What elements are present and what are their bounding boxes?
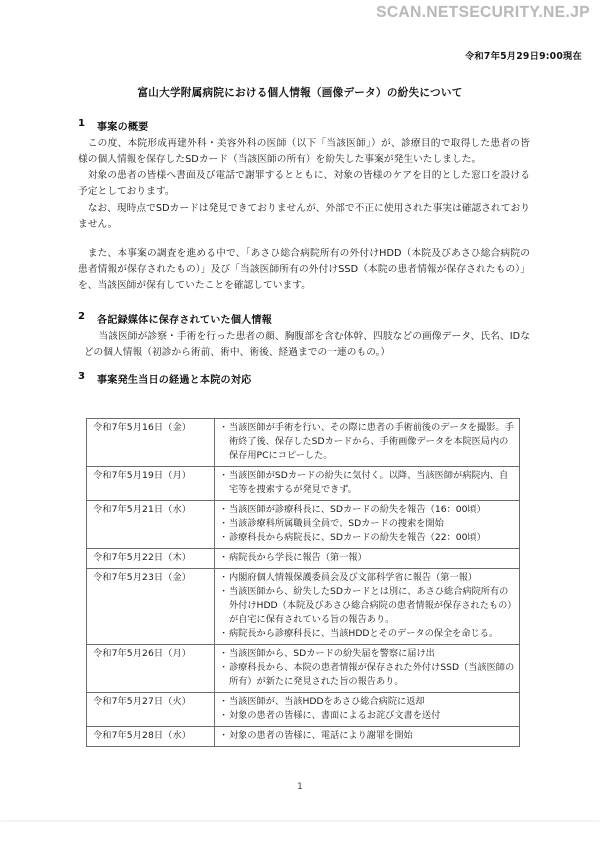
list-item: ・ 病院長から学長に報告（第一報） <box>220 551 515 565</box>
table-row <box>87 726 520 746</box>
table-row <box>87 644 520 692</box>
timeline-date: 令和7年5月16日（金） <box>87 419 215 467</box>
timeline-events <box>215 568 520 644</box>
paragraph-spacer <box>78 233 530 246</box>
table-row <box>87 466 520 500</box>
section-title-1: 事案の概要 <box>97 122 149 133</box>
section-2-paragraph-1: 当該医師が診察・手術を行った患者の顔、胸腹部を含む体幹、四肢などの画像データ、氏名、IDなどの個人情報（初診から術前、術中、術後、経過までの一連のもの。） <box>83 331 530 359</box>
list-item: ・ 当該医師が手術を行い、その際に患者の手術前後のデータを撮影。手術終了後、保存したSDカードから、手術画像データを本院医局内の保存用PCにコピーした。 <box>220 421 515 463</box>
timeline-events <box>215 692 520 726</box>
section-1-paragraph-2: 対象の患者の皆様へ書面及び電話で謝罪するとともに、対象の皆様のケアを目的とした窓口を設ける予定としております。 <box>78 170 530 198</box>
list-item: ・ 当該医師から、紛失したSDカードとは別に、あさひ総合病院所有の外付けHDD（本院及びあさひ総合病院の患者情報が保存されたもの）が自宅に保有されている旨の報告あり。 <box>220 585 515 627</box>
timeline-events <box>215 548 520 568</box>
timeline-date: 令和7年5月26日（月） <box>87 644 215 692</box>
timeline-event-list <box>220 571 515 641</box>
section-title-2: 各記録媒体に保存されていた個人情報 <box>97 315 272 327</box>
section-1-paragraph-3: なお、現時点でSDカードは発見できておりませんが、外部で不正に使用された事実は確認されておりません。 <box>78 202 530 230</box>
timeline-table <box>86 418 520 747</box>
table-row <box>87 548 520 568</box>
section-number-2: 2 <box>78 311 86 323</box>
timeline-event-list <box>220 551 515 565</box>
timeline-event-list <box>220 421 515 463</box>
section-title-3: 事案発生当日の経過と本院の対応 <box>97 374 252 386</box>
section-heading-3 <box>78 371 530 386</box>
document-date-line: 令和7年5月29日9:00現在 <box>464 51 582 62</box>
list-item: ・ 当該医師が診療科長に、SDカードの紛失を報告（16：00頃） <box>220 503 515 517</box>
timeline-event-list <box>220 469 515 497</box>
section-number-3: 3 <box>78 370 86 382</box>
document-body <box>78 118 530 389</box>
section-1-paragraph-4: また、本事案の調査を進める中で、「あさひ総合病院所有の外付けHDD（本院及びあさひ総合病院の患者情報が保存されたもの）」及び「当該医師所有の外付けSSD（本院の患者情報が保存されたもの）」を、当該医師が保有していたことを確認しています。 <box>78 248 530 291</box>
section-heading-1 <box>78 118 530 133</box>
timeline-events <box>215 466 520 500</box>
table-row <box>87 419 520 467</box>
page-number: 1 <box>297 782 303 792</box>
timeline-date: 令和7年5月22日（木） <box>87 548 215 568</box>
section-1-paragraph-1: この度、本院形成再建外科・美容外科の医師（以下「当該医師」）が、診療目的で取得した患者の皆様の個人情報を保存したSDカード（当該医師の所有）を紛失した事案が発生いたしました。 <box>78 138 530 165</box>
section-heading-2 <box>78 311 530 326</box>
timeline-date: 令和7年5月19日（月） <box>87 466 215 500</box>
timeline-event-list <box>220 503 515 545</box>
timeline-date: 令和7年5月23日（金） <box>87 568 215 644</box>
section-spacer <box>78 294 530 311</box>
list-item: ・ 対象の患者の皆様に、電話により謝罪を開始 <box>220 729 515 743</box>
document-title: 富山大学附属病院における個人情報（画像データ）の紛失について <box>137 87 463 99</box>
timeline-event-list <box>220 647 515 689</box>
timeline-events <box>215 644 520 692</box>
section-number-1: 1 <box>78 118 86 129</box>
list-item: ・ 診療科長から病院長に、SDカードの紛失を報告（22：00頃） <box>220 531 515 545</box>
section-spacer-2 <box>78 362 530 371</box>
list-item: ・ 対象の患者の皆様に、書面によるお詫び文書を送付 <box>220 709 515 723</box>
site-watermark: SCAN.NETSECURITY.NE.JP <box>376 4 590 21</box>
list-item: ・ 当該医師がSDカードの紛失に気付く。以降、当該医師が病院内、自宅等を捜索するが発見できず。 <box>220 469 515 497</box>
timeline-table-body <box>87 419 520 747</box>
list-item: ・ 当該医師が、当該HDDをあさひ総合病院に返却 <box>220 695 515 709</box>
table-row <box>87 500 520 548</box>
list-item: ・ 内閣府個人情報保護委員会及び文部科学省に報告（第一報） <box>220 571 515 585</box>
timeline-events <box>215 726 520 746</box>
timeline-date: 令和7年5月21日（水） <box>87 500 215 548</box>
list-item: ・ 病院長から診療科長に、当該HDDとそのデータの保全を命じる。 <box>220 627 515 641</box>
table-row <box>87 568 520 644</box>
timeline-events <box>215 419 520 467</box>
timeline-event-list <box>220 695 515 723</box>
timeline-events <box>215 500 520 548</box>
list-item: ・ 当該診療科所属職員全員で、SDカードの捜索を開始 <box>220 517 515 531</box>
timeline-date: 令和7年5月27日（火） <box>87 692 215 726</box>
timeline-event-list <box>220 729 515 743</box>
timeline-date: 令和7年5月28日（水） <box>87 726 215 746</box>
table-row <box>87 692 520 726</box>
list-item: ・ 当該医師から、SDカードの紛失届を警察に届け出 <box>220 647 515 661</box>
list-item: ・ 診療科長から、本院の患者情報が保存された外付けSSD（当該医師の所有）が新たに発見された旨の報告あり。 <box>220 661 515 689</box>
